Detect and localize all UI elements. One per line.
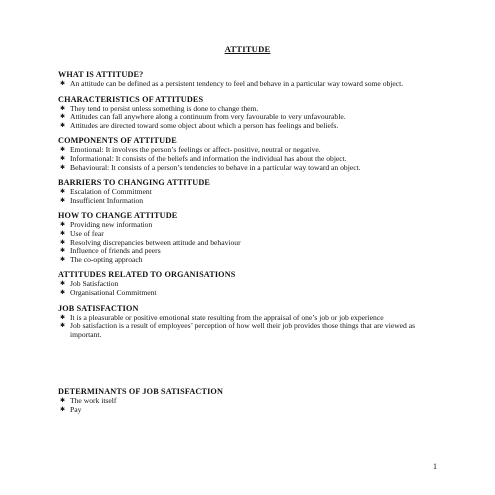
list-item: ✱ Job Satisfaction: [60, 279, 119, 289]
list-item: ✱ Pay: [60, 404, 82, 414]
section-characteristics: [58, 95, 443, 131]
list-item: ✱ Behavioural: It consists of a person’s tendencies to behave in a particular way toward an object.: [60, 162, 361, 172]
bullet-icon: ✱: [60, 81, 66, 87]
bullet-icon: ✱: [60, 114, 66, 121]
bullet-icon: ✱: [60, 398, 66, 405]
list-item: ✱ The co-opting approach: [60, 254, 143, 264]
bullet-icon: ✱: [60, 406, 66, 413]
bullet-icon: ✱: [60, 256, 66, 263]
list-item: ✱ Attitudes are directed toward some object about which a person has feelings and beliefs.: [60, 120, 339, 130]
section-organisations: [58, 270, 443, 297]
bullet-icon: ✱: [60, 147, 66, 154]
bullet-icon: ✱: [60, 281, 66, 288]
bullet-icon: ✱: [60, 239, 66, 246]
bullet-icon: ✱: [60, 323, 66, 330]
bullet-icon: ✱: [60, 189, 66, 196]
section-heading: WHAT IS ATTITUDE?: [58, 70, 144, 79]
document-title: ATTITUDE: [224, 44, 271, 54]
section-determinants: [58, 387, 443, 414]
section-heading: JOB SATISFACTION: [58, 303, 139, 313]
list-item: ✱ Providing new information: [60, 220, 153, 230]
section-job-satisfaction: [58, 304, 443, 340]
list-item: ✱ They tend to persist unless something is done to change them.: [60, 103, 259, 113]
bullet-icon: ✱: [60, 155, 66, 162]
section-barriers: [58, 178, 443, 205]
section-heading: BARRIERS TO CHANGING ATTITUDE: [58, 178, 210, 188]
list-item: ✱ It is a pleasurable or positive emotional state resulting from the appraisal of one’s job or job experience: [60, 312, 384, 322]
section-how-to-change: [58, 211, 443, 264]
section-heading: CHARACTERISTICS OF ATTITUDES: [58, 94, 204, 104]
bullet-icon: ✱: [60, 122, 66, 129]
section-heading: ATTITUDES RELATED TO ORGANISATIONS: [58, 270, 236, 280]
section-heading: COMPONENTS OF ATTITUDE: [58, 136, 177, 146]
list-item: ✱ Resolving discrepancies between attitude and behaviour: [60, 237, 241, 247]
page-number: 1: [433, 462, 437, 471]
list-item: ✱ An attitude can be defined as a persistent tendency to feel and behave in a particular way toward some object.: [60, 79, 404, 88]
list-item: ✱ Job satisfaction is a result of employees’ perception of how well their job provides those things that are viewed as important.: [60, 321, 416, 339]
list-item: ✱ Organisational Commitment: [60, 287, 157, 297]
section-heading: HOW TO CHANGE ATTITUDE: [58, 211, 178, 221]
bullet-icon: ✱: [60, 197, 66, 204]
bullet-icon: ✱: [60, 222, 66, 229]
bullet-icon: ✱: [60, 230, 66, 237]
list-item: ✱ Informational: It consists of the beliefs and information the individual has about the object.: [60, 153, 347, 163]
blank-space: [58, 345, 443, 387]
list-item: ✱ Insufficient Information: [60, 195, 144, 205]
bullet-icon: ✱: [60, 248, 66, 255]
list-item: ✱ Influence of friends and peers: [60, 246, 161, 256]
bullet-icon: ✱: [60, 314, 66, 321]
section-heading: DETERMINANTS OF JOB SATISFACTION: [58, 387, 224, 397]
document-body: [58, 70, 443, 420]
bullet-icon: ✱: [60, 105, 66, 112]
list-item: ✱ Escalation of Commitment: [60, 187, 152, 197]
bullet-icon: ✱: [60, 164, 66, 171]
list-item: ✱ Attitudes can fall anywhere along a continuum from very favourable to very unfavourable.: [60, 112, 346, 122]
list-item: ✱ Use of fear: [60, 228, 104, 238]
list-item: ✱ The work itself: [60, 396, 117, 406]
list-item: ✱ Emotional: It involves the person’s feelings or affect- positive, neutral or negative.: [60, 145, 321, 155]
bullet-icon: ✱: [60, 289, 66, 296]
section-components: [58, 136, 443, 172]
section-what-is-attitude: [58, 70, 443, 89]
